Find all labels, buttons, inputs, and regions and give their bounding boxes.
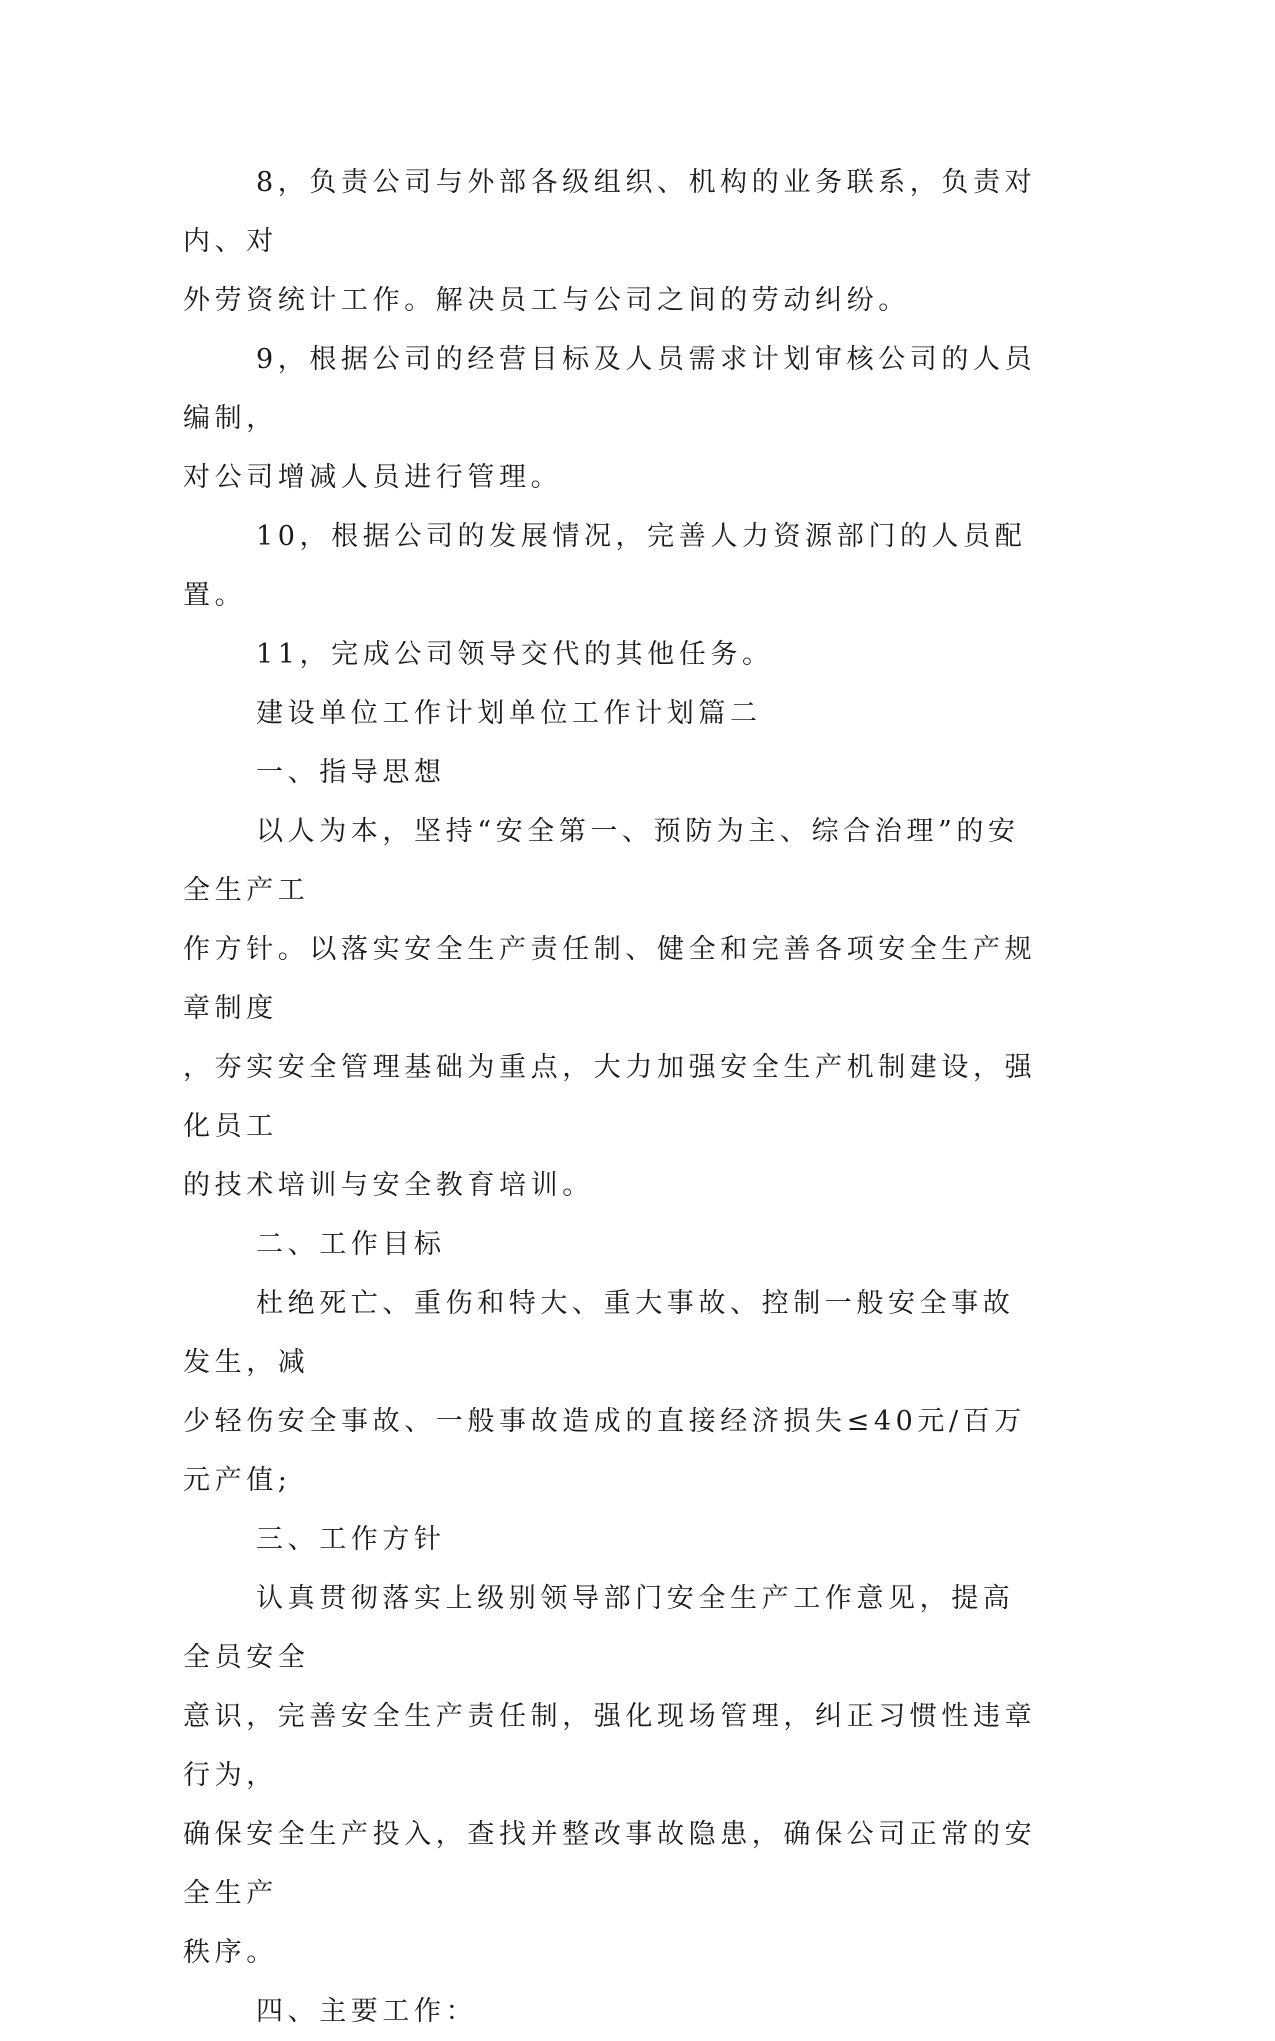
- heading-work-goals: 二、工作目标: [256, 1229, 446, 1260]
- paragraph-work-policy: 认真贯彻落实上级别领导部门安全生产工作意见，提高全员安全 意识，完善安全生产责任制，强化现场管理，纠正习惯性违章行为， 确保安全生产投入，查找并整改事故隐患，确保公司正常的安全生产 秩序。: [183, 1583, 1037, 1968]
- paragraph-item-11: 11，完成公司领导交代的其他任务。: [256, 639, 774, 670]
- paragraph-item-9: 9，根据公司的经营目标及人员需求计划审核公司的人员编制， 对公司增减人员进行管理。: [183, 344, 1037, 493]
- heading-guiding-ideology: 一、指导思想: [256, 757, 446, 788]
- document-body: [183, 153, 1043, 2041]
- paragraph-item-10: 10，根据公司的发展情况，完善人力资源部门的人员配置。: [183, 521, 1027, 611]
- paragraph-guiding-ideology: 以人为本，坚持“安全第一、预防为主、综合治理”的安全生产工 作方针。以落实安全生产责任制、健全和完善各项安全生产规章制度 ，夯实安全管理基础为重点，大力加强安全生产机制建设，强化员工 的技术培训与安全教育培训。: [183, 816, 1037, 1201]
- paragraph-work-goals: 杜绝死亡、重伤和特大、重大事故、控制一般安全事故发生，减 少轻伤安全事故、一般事故造成的直接经济损失≤40元/百万元产值;: [183, 1288, 1026, 1496]
- section-title: 建设单位工作计划单位工作计划篇二: [256, 698, 762, 729]
- heading-main-work: 四、主要工作：: [256, 1996, 478, 2027]
- heading-work-policy: 三、工作方针: [256, 1524, 446, 1555]
- paragraph-item-8: 8，负责公司与外部各级组织、机构的业务联系，负责对内、对 外劳资统计工作。解决员工与公司之间的劳动纠纷。: [183, 167, 1037, 316]
